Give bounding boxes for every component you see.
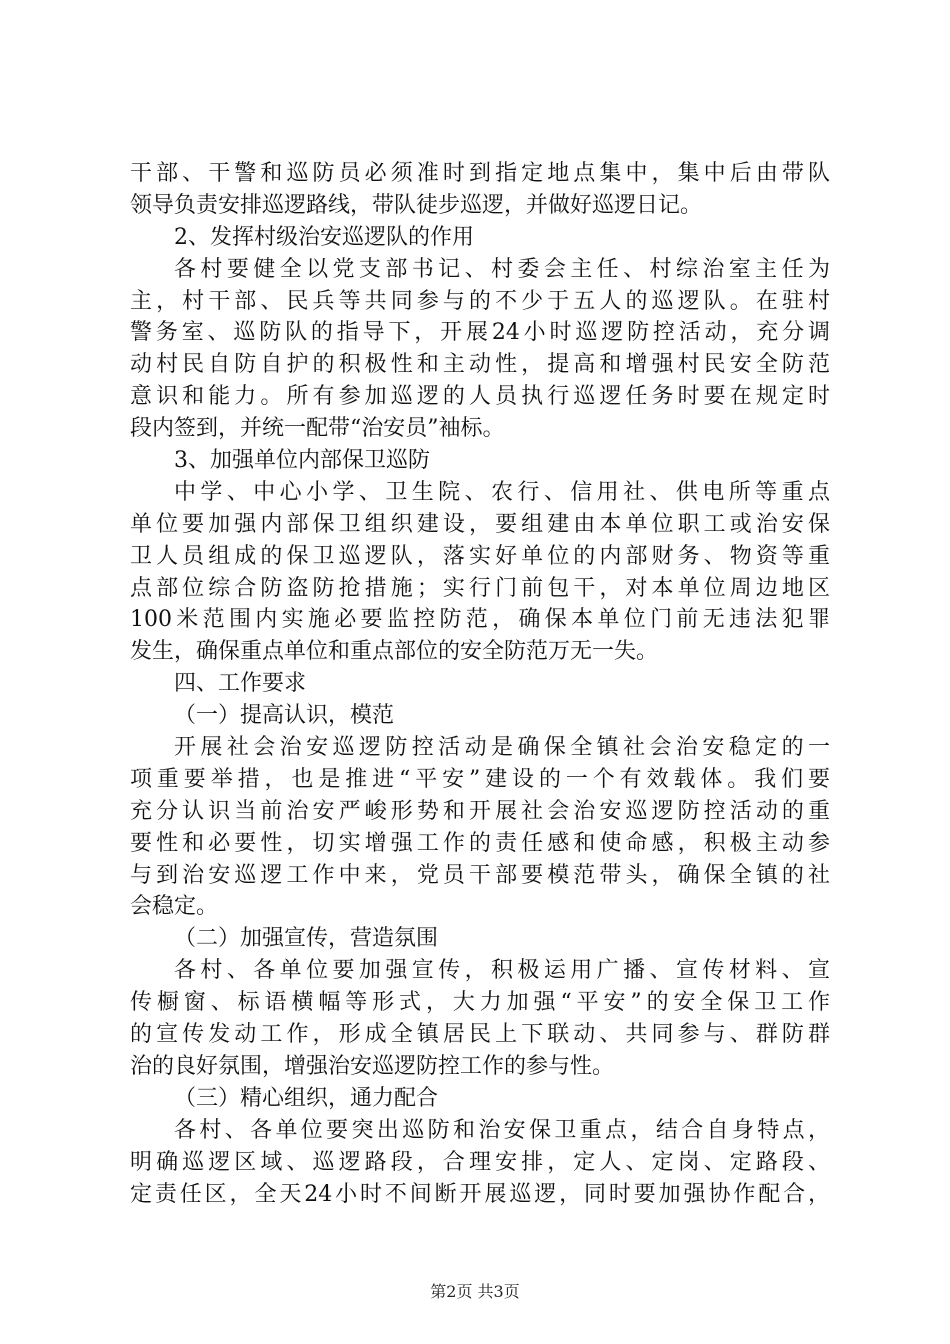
text-line: 明确巡逻区域、巡逻路段，合理安排，定人、定岗、定路段、 — [130, 1149, 830, 1175]
text-line: 会稳定。 — [130, 894, 219, 920]
text-line: 干部、干警和巡防员必须准时到指定地点集中，集中后由带队 — [130, 161, 830, 186]
text-line: 点部位综合防盗防抢措施；实行门前包干，对本单位周边地区 — [130, 575, 830, 601]
text-line: 卫人员组成的保卫巡逻队，落实好单位的内部财务、物资等重 — [130, 543, 830, 569]
text-line: 3、加强单位内部保卫巡防 — [174, 448, 430, 474]
page-footer: 第2页 共3页 — [430, 1282, 520, 1301]
text-line: 四、工作要求 — [174, 671, 307, 697]
text-line: 动村民自防自护的积极性和主动性，提高和增强村民安全防范 — [130, 352, 830, 378]
text-line: 段内签到，并统一配带“治安员”袖标。 — [130, 416, 505, 442]
text-line: 项重要举措，也是推进“平安”建设的一个有效载体。我们要 — [130, 766, 830, 792]
text-line: 2、发挥村级治安巡逻队的作用 — [174, 224, 474, 250]
text-line: 的宣传发动工作，形成全镇居民上下联动、共同参与、群防群 — [130, 1022, 830, 1048]
text-line: （三）精心组织，通力配合 — [174, 1085, 439, 1111]
text-line: 主，村干部、民兵等共同参与的不少于五人的巡逻队。在驻村 — [130, 288, 830, 314]
text-line: 传橱窗、标语横幅等形式，大力加强“平安”的安全保卫工作 — [130, 990, 830, 1016]
text-line: 100米范围内实施必要监控防范，确保本单位门前无违法犯罪 — [130, 607, 830, 633]
text-line: 各村、各单位要突出巡防和治安保卫重点，结合自身特点， — [174, 1117, 830, 1143]
text-line: 意识和能力。所有参加巡逻的人员执行巡逻任务时要在规定时 — [130, 384, 830, 410]
text-line: 与到治安巡逻工作中来，党员干部要模范带头，确保全镇的社 — [130, 862, 830, 888]
text-line: 各村、各单位要加强宣传，积极运用广播、宣传材料、宣 — [174, 958, 830, 984]
document-body — [130, 158, 830, 1210]
text-line: 定责任区，全天24小时不间断开展巡逻，同时要加强协作配合， — [130, 1181, 830, 1207]
text-line: 治的良好氛围，增强治安巡逻防控工作的参与性。 — [130, 1053, 615, 1079]
text-line: 要性和必要性，切实增强工作的责任感和使命感，积极主动参 — [130, 830, 830, 856]
text-line: （一）提高认识，模范 — [174, 703, 395, 729]
text-line: （二）加强宣传，营造氛围 — [174, 926, 439, 952]
text-line: 领导负责安排巡逻路线，带队徒步巡逻，并做好巡逻日记。 — [130, 192, 703, 218]
text-line: 中学、中心小学、卫生院、农行、信用社、供电所等重点 — [174, 479, 830, 505]
text-line: 发生，确保重点单位和重点部位的安全防范万无一失。 — [130, 639, 659, 665]
text-line: 充分认识当前治安严峻形势和开展社会治安巡逻防控活动的重 — [130, 798, 830, 824]
text-line: 开展社会治安巡逻防控活动是确保全镇社会治安稳定的一 — [174, 735, 830, 761]
text-line: 警务室、巡防队的指导下，开展24小时巡逻防控活动，充分调 — [130, 320, 830, 346]
text-line: 各村要健全以党支部书记、村委会主任、村综治室主任为 — [174, 256, 830, 282]
text-line: 单位要加强内部保卫组织建设，要组建由本单位职工或治安保 — [130, 511, 830, 537]
